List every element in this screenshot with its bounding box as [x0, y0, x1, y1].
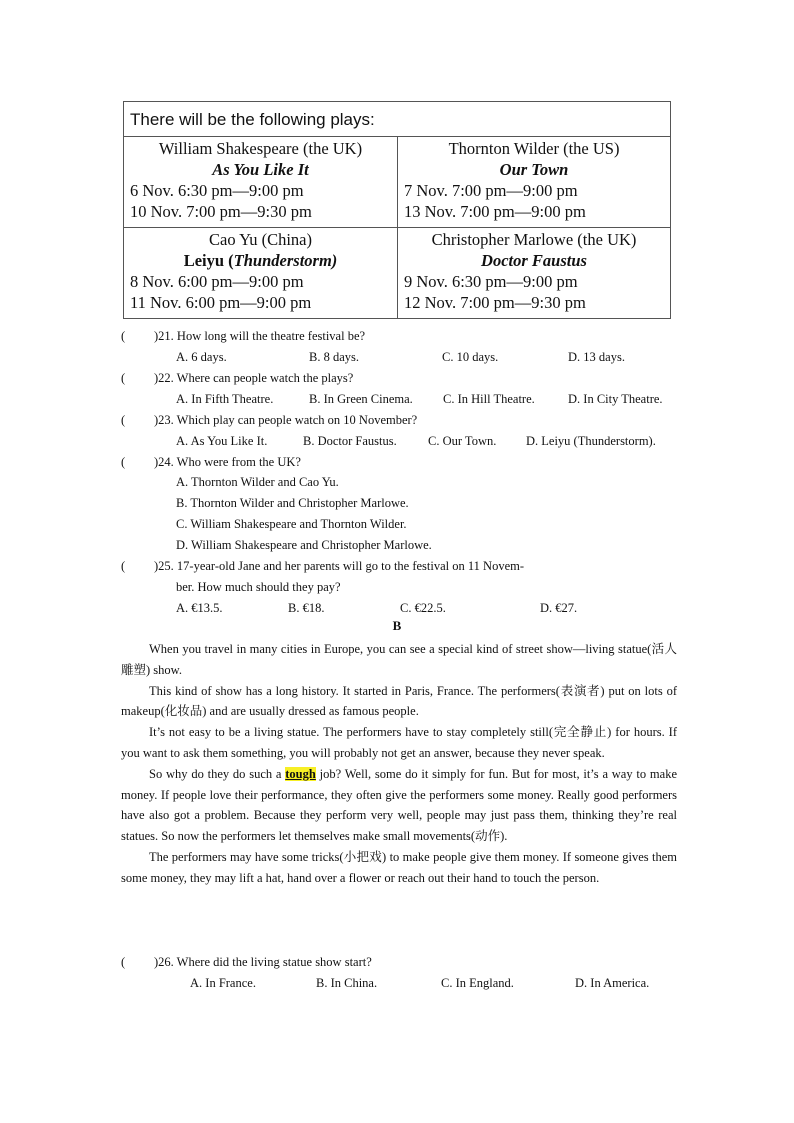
option-b: B. In China. — [316, 976, 378, 990]
option-b: B. €18. — [288, 601, 325, 615]
option-c: C. 10 days. — [442, 350, 499, 364]
question-21 — [121, 326, 681, 347]
table-row — [124, 137, 670, 228]
answer-blank[interactable]: ( — [121, 371, 126, 385]
highlighted-word: tough — [285, 766, 316, 781]
option-a: A. As You Like It. — [176, 434, 268, 448]
play-date: 9 Nov. 6:30 pm—9:00 pm — [404, 272, 578, 291]
play-title-sub: Thunderstorm) — [233, 251, 338, 270]
play-author: Christopher Marlowe (the UK) — [431, 230, 637, 249]
paragraph — [121, 764, 677, 847]
paragraph-text: job? Well, some do it simply for fun. But for most, it’s a way to make money. If people love their performance, they often give the performers some money. Really good performers have also got a problem. Because they perform very well, people may just pass them, thinking they’re real statues. So now the performers let themselves make small movements(动作). — [121, 766, 677, 844]
question-stem: )22. Where can people watch the plays? — [154, 371, 354, 385]
question-stem-continued: ber. How much should they pay? — [176, 580, 341, 594]
question-stem: )23. Which play can people watch on 10 November? — [154, 413, 418, 427]
option-c: C. William Shakespeare and Thornton Wilder. — [176, 517, 407, 531]
play-date: 10 Nov. 7:00 pm—9:30 pm — [130, 202, 312, 221]
option-b: B. 8 days. — [309, 350, 359, 364]
option-d: D. In America. — [575, 976, 650, 990]
answer-blank[interactable]: ( — [121, 455, 126, 469]
question-23 — [121, 410, 681, 431]
option-a: A. In Fifth Theatre. — [176, 392, 274, 406]
paragraph-text: So why do they do such a — [149, 766, 286, 781]
play-date: 7 Nov. 7:00 pm—9:00 pm — [404, 181, 578, 200]
paragraph: The performers may have some tricks(小把戏) to make people give them money. If someone gives them some money, they may lift a hat, hand over a flower or reach out their hand to touch the person. — [121, 849, 677, 885]
option-b: B. In Green Cinema. — [309, 392, 413, 406]
answer-blank[interactable]: ( — [121, 955, 126, 969]
play-cell — [397, 137, 670, 227]
play-author: Thornton Wilder (the US) — [448, 139, 620, 158]
answer-blank[interactable]: ( — [121, 559, 126, 573]
play-author: William Shakespeare (the UK) — [158, 139, 363, 158]
play-date: 6 Nov. 6:30 pm—9:00 pm — [130, 181, 304, 200]
play-date: 11 Nov. 6:00 pm—9:00 pm — [130, 293, 312, 312]
option-b: B. Doctor Faustus. — [303, 434, 397, 448]
option-c: C. In England. — [441, 976, 514, 990]
play-title — [130, 250, 397, 271]
question-stem: )21. How long will the theatre festival be? — [154, 329, 366, 343]
option-c: C. In Hill Theatre. — [443, 392, 535, 406]
option-b: B. Thornton Wilder and Christopher Marlowe. — [176, 496, 409, 510]
option-a: A. Thornton Wilder and Cao Yu. — [176, 475, 339, 489]
paragraph: When you travel in many cities in Europe, you can see a special kind of street show—living statue(活人雕塑) show. — [121, 642, 677, 677]
question-stem: )26. Where did the living statue show start? — [154, 955, 372, 969]
answer-blank[interactable]: ( — [121, 329, 126, 343]
option-a: A. 6 days. — [176, 350, 227, 364]
play-date: 12 Nov. 7:00 pm—9:30 pm — [404, 293, 586, 312]
paragraph: This kind of show has a long history. It started in Paris, France. The performers(表演者) put on lots of makeup(化妆品) and are usually dressed as famous people. — [121, 683, 677, 719]
option-d: D. Leiyu (Thunderstorm). — [526, 434, 656, 448]
play-title: Our Town — [499, 160, 569, 179]
option-a: A. In France. — [190, 976, 256, 990]
section-heading: B — [392, 618, 402, 633]
option-d: D. William Shakespeare and Christopher Marlowe. — [176, 538, 432, 552]
play-cell — [397, 228, 670, 318]
question-22 — [121, 368, 681, 389]
table-row — [124, 228, 670, 318]
question-25 — [121, 556, 681, 577]
play-title-main: Leiyu ( — [183, 251, 234, 270]
option-c: C. Our Town. — [428, 434, 497, 448]
option-d: D. €27. — [540, 601, 578, 615]
play-title: As You Like It — [212, 160, 309, 179]
option-d: D. 13 days. — [568, 350, 625, 364]
table-header: There will be the following plays: — [124, 102, 670, 137]
question-stem: )25. 17-year-old Jane and her parents will go to the festival on 11 Novem- — [154, 559, 525, 573]
question-stem: )24. Who were from the UK? — [154, 455, 301, 469]
play-cell — [124, 228, 397, 318]
reading-passage — [121, 639, 677, 889]
answer-blank[interactable]: ( — [121, 413, 126, 427]
option-d: D. In City Theatre. — [568, 392, 663, 406]
plays-table — [123, 101, 671, 319]
play-cell — [124, 137, 397, 227]
play-date: 13 Nov. 7:00 pm—9:00 pm — [404, 202, 586, 221]
play-date: 8 Nov. 6:00 pm—9:00 pm — [130, 272, 304, 291]
question-24 — [121, 452, 681, 473]
play-title: Doctor Faustus — [481, 251, 587, 270]
option-c: C. €22.5. — [400, 601, 446, 615]
paragraph: It’s not easy to be a living statue. The performers have to stay completely still(完全静止) for hours. If you want to ask them something, you will probably not get an answer, because they never speak. — [121, 725, 677, 760]
play-author: Cao Yu (China) — [209, 230, 312, 249]
option-a: A. €13.5. — [176, 601, 223, 615]
question-26 — [121, 952, 681, 973]
